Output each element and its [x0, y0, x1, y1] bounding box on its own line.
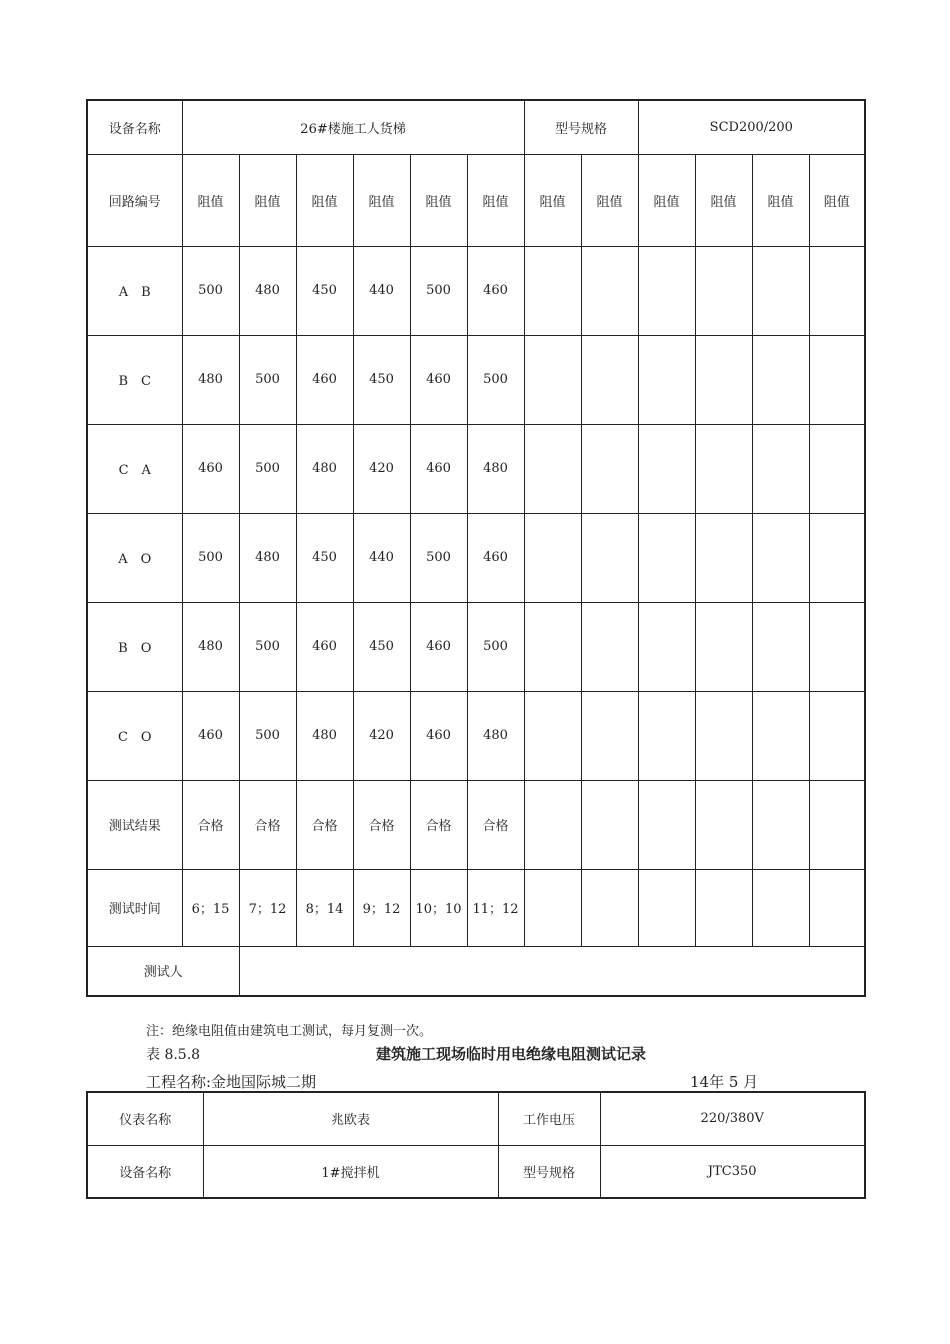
empty-cell — [524, 513, 581, 602]
cell-value: 460 — [467, 246, 524, 335]
table-row — [87, 691, 865, 780]
empty-cell — [809, 602, 865, 691]
tester-label: 测试人 — [87, 946, 239, 996]
project-name: 工程名称:金地国际城二期 — [146, 1073, 317, 1091]
instrument-row — [87, 1092, 865, 1145]
time-label: 测试时间 — [87, 869, 182, 946]
empty-cell — [524, 602, 581, 691]
row-label: C O — [87, 691, 182, 780]
col-header: 阻值 — [410, 154, 467, 246]
empty-cell — [752, 780, 809, 869]
cell-value: 450 — [296, 513, 353, 602]
voltage-label: 工作电压 — [498, 1092, 600, 1145]
empty-cell — [581, 691, 638, 780]
empty-cell — [581, 780, 638, 869]
cell-value: 460 — [467, 513, 524, 602]
model-label: 型号规格 — [498, 1145, 600, 1198]
row-label: C A — [87, 424, 182, 513]
empty-cell — [524, 691, 581, 780]
empty-cell — [581, 869, 638, 946]
cell-value: 460 — [182, 424, 239, 513]
empty-cell — [752, 691, 809, 780]
cell-value: 500 — [239, 691, 296, 780]
row-label: A B — [87, 246, 182, 335]
table-row — [87, 513, 865, 602]
cell-value: 500 — [182, 246, 239, 335]
result-value: 合格 — [410, 780, 467, 869]
time-value: 9；12 — [353, 869, 410, 946]
device-label: 设备名称 — [87, 1145, 203, 1198]
empty-cell — [581, 335, 638, 424]
col-header: 阻值 — [695, 154, 752, 246]
model-label: 型号规格 — [524, 100, 638, 154]
tester-row — [87, 946, 865, 996]
empty-cell — [524, 869, 581, 946]
empty-cell — [695, 691, 752, 780]
table-row — [87, 335, 865, 424]
empty-cell — [809, 513, 865, 602]
time-value: 7；12 — [239, 869, 296, 946]
empty-cell — [809, 780, 865, 869]
cell-value: 500 — [239, 424, 296, 513]
cell-value: 460 — [410, 424, 467, 513]
table-number: 表 8.5.8 — [146, 1047, 201, 1063]
cell-value: 480 — [239, 246, 296, 335]
cell-value: 460 — [410, 602, 467, 691]
cell-value: 460 — [296, 335, 353, 424]
cell-value: 420 — [353, 424, 410, 513]
empty-cell — [695, 246, 752, 335]
circuit-label: 回路编号 — [87, 154, 182, 246]
empty-cell — [638, 602, 695, 691]
cell-value: 500 — [239, 335, 296, 424]
cell-value: 500 — [410, 513, 467, 602]
empty-cell — [581, 602, 638, 691]
table-row — [87, 424, 865, 513]
cell-value: 420 — [353, 691, 410, 780]
result-value: 合格 — [239, 780, 296, 869]
empty-cell — [809, 424, 865, 513]
empty-cell — [524, 424, 581, 513]
empty-cell — [752, 246, 809, 335]
empty-cell — [752, 335, 809, 424]
cell-value: 450 — [353, 602, 410, 691]
cell-value: 480 — [296, 691, 353, 780]
time-value: 6；15 — [182, 869, 239, 946]
empty-cell — [752, 424, 809, 513]
cell-value: 450 — [296, 246, 353, 335]
row-label: A O — [87, 513, 182, 602]
footnote: 注：绝缘电阻值由建筑电工测试，每月复测一次。 — [146, 1024, 433, 1039]
col-header: 阻值 — [581, 154, 638, 246]
empty-cell — [524, 780, 581, 869]
empty-cell — [581, 424, 638, 513]
empty-cell — [524, 246, 581, 335]
cell-value: 460 — [296, 602, 353, 691]
cell-value: 480 — [296, 424, 353, 513]
cell-value: 440 — [353, 246, 410, 335]
record-date: 14年 5 月 — [690, 1073, 759, 1091]
col-header: 阻值 — [809, 154, 865, 246]
empty-cell — [752, 602, 809, 691]
empty-cell — [524, 335, 581, 424]
empty-cell — [581, 246, 638, 335]
header-row — [87, 154, 865, 246]
cell-value: 500 — [467, 335, 524, 424]
col-header: 阻值 — [638, 154, 695, 246]
empty-cell — [581, 513, 638, 602]
model-value: SCD200/200 — [638, 100, 865, 154]
cell-value: 450 — [353, 335, 410, 424]
empty-cell — [638, 869, 695, 946]
voltage-value: 220/380V — [600, 1092, 865, 1145]
cell-value: 440 — [353, 513, 410, 602]
cell-value: 480 — [182, 602, 239, 691]
time-value: 11；12 — [467, 869, 524, 946]
empty-cell — [695, 602, 752, 691]
col-header: 阻值 — [296, 154, 353, 246]
empty-cell — [695, 424, 752, 513]
cell-value: 500 — [467, 602, 524, 691]
table-row — [87, 246, 865, 335]
result-value: 合格 — [296, 780, 353, 869]
model-value: JTC350 — [600, 1145, 865, 1198]
result-value: 合格 — [182, 780, 239, 869]
time-value: 8；14 — [296, 869, 353, 946]
insulation-test-table-2 — [86, 1091, 866, 1199]
empty-cell — [809, 246, 865, 335]
empty-cell — [809, 691, 865, 780]
cell-value: 480 — [467, 424, 524, 513]
device-row — [87, 100, 865, 154]
empty-cell — [638, 780, 695, 869]
empty-cell — [695, 513, 752, 602]
col-header: 阻值 — [239, 154, 296, 246]
row-label: B C — [87, 335, 182, 424]
empty-cell — [695, 780, 752, 869]
device-value: 26#楼施工人货梯 — [182, 100, 524, 154]
cell-value: 460 — [410, 335, 467, 424]
empty-cell — [809, 869, 865, 946]
col-header: 阻值 — [524, 154, 581, 246]
empty-cell — [752, 513, 809, 602]
instrument-value: 兆欧表 — [203, 1092, 498, 1145]
empty-cell — [638, 424, 695, 513]
device-row — [87, 1145, 865, 1198]
col-header: 阻值 — [752, 154, 809, 246]
col-header: 阻值 — [182, 154, 239, 246]
empty-cell — [695, 335, 752, 424]
row-label: B O — [87, 602, 182, 691]
empty-cell — [638, 513, 695, 602]
instrument-label: 仪表名称 — [87, 1092, 203, 1145]
cell-value: 460 — [410, 691, 467, 780]
result-value: 合格 — [467, 780, 524, 869]
device-value: 1#搅拌机 — [203, 1145, 498, 1198]
cell-value: 460 — [182, 691, 239, 780]
page-title: 建筑施工现场临时用电绝缘电阻测试记录 — [376, 1045, 647, 1063]
insulation-test-table-1 — [86, 99, 866, 997]
device-label: 设备名称 — [87, 100, 182, 154]
table-row — [87, 602, 865, 691]
cell-value: 500 — [239, 602, 296, 691]
empty-cell — [638, 691, 695, 780]
cell-value: 500 — [410, 246, 467, 335]
cell-value: 480 — [467, 691, 524, 780]
cell-value: 480 — [239, 513, 296, 602]
empty-cell — [638, 335, 695, 424]
result-label: 测试结果 — [87, 780, 182, 869]
result-row — [87, 780, 865, 869]
col-header: 阻值 — [467, 154, 524, 246]
empty-cell — [752, 869, 809, 946]
time-row — [87, 869, 865, 946]
empty-cell — [695, 869, 752, 946]
col-header: 阻值 — [353, 154, 410, 246]
cell-value: 500 — [182, 513, 239, 602]
result-value: 合格 — [353, 780, 410, 869]
tester-value — [239, 946, 865, 996]
time-value: 10；10 — [410, 869, 467, 946]
empty-cell — [638, 246, 695, 335]
empty-cell — [809, 335, 865, 424]
cell-value: 480 — [182, 335, 239, 424]
